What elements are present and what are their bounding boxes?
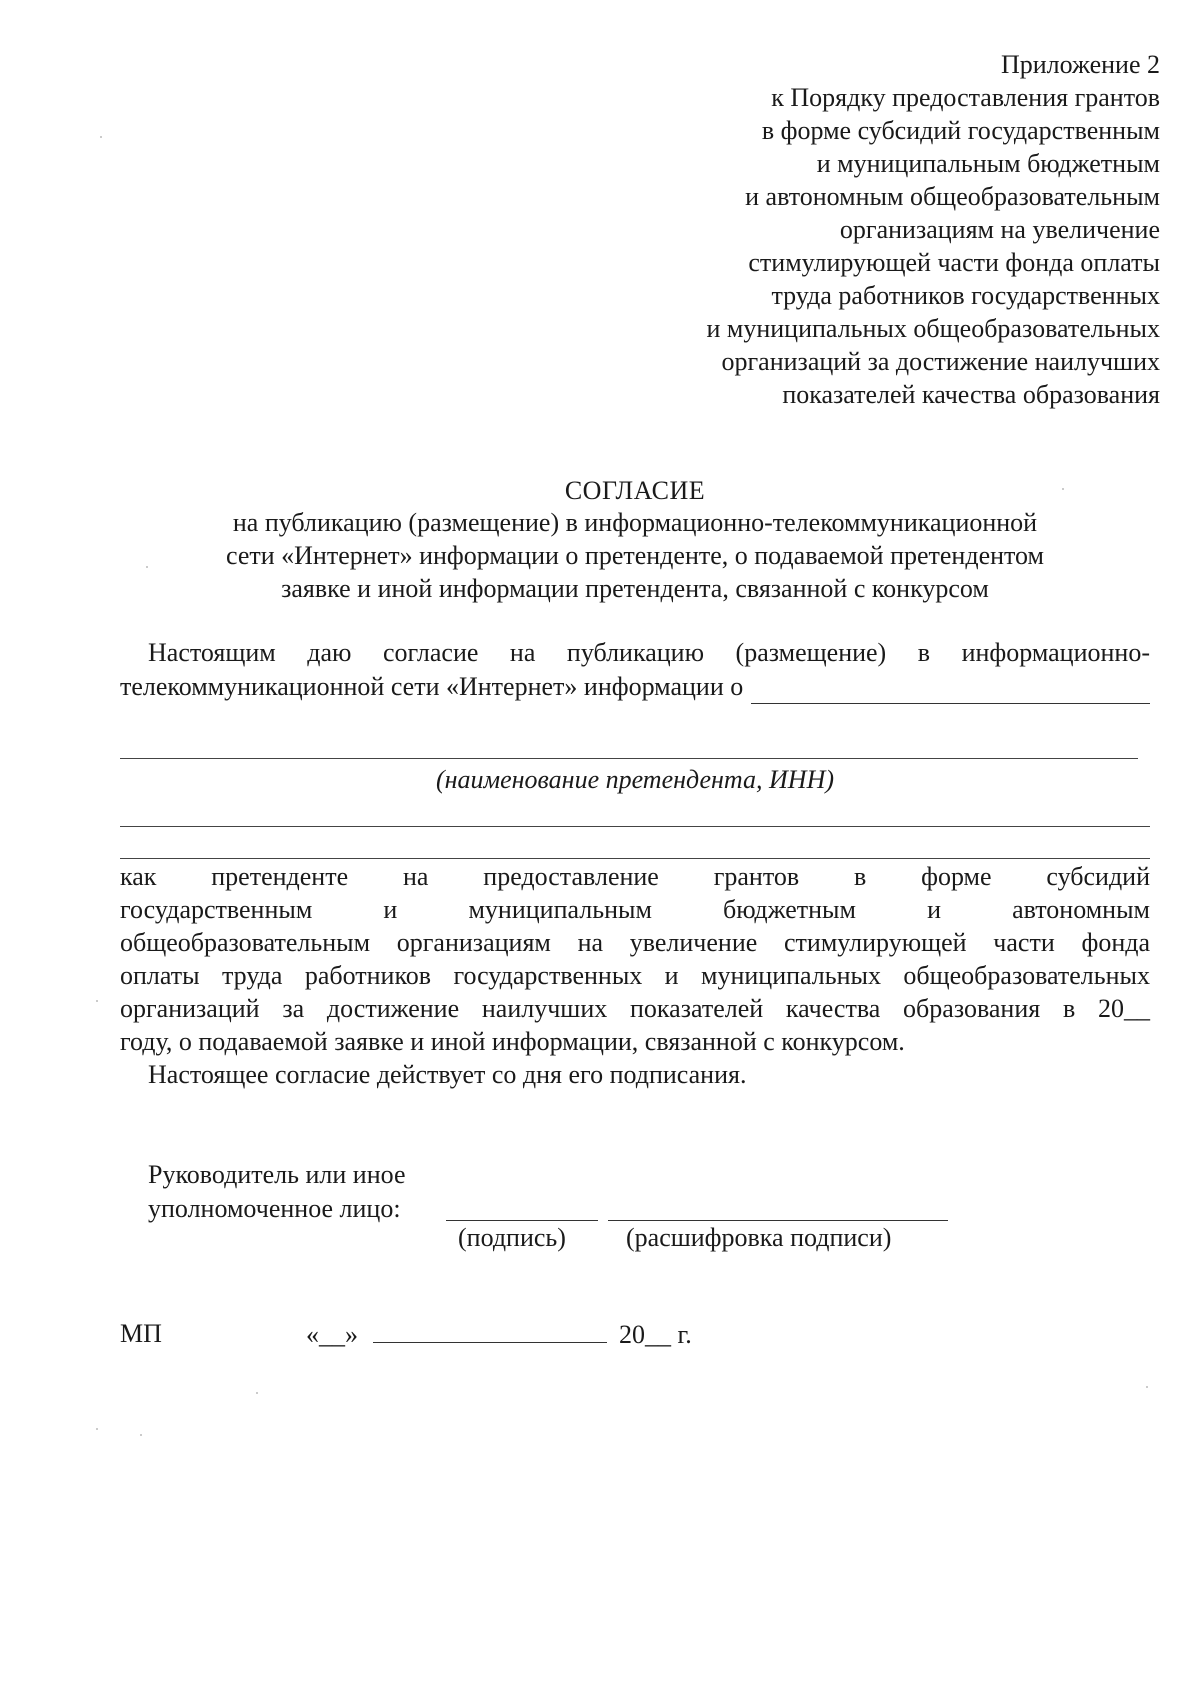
subtitle-line: сети «Интернет» информации о претенденте, о подаваемой претендентом [225, 541, 1045, 570]
blank-line[interactable] [120, 858, 1150, 859]
seal-placeholder: МП [120, 1319, 162, 1348]
signature-line[interactable] [446, 1220, 598, 1221]
consent-paragraph [120, 636, 1150, 704]
appendix-line: организациям на увеличение [839, 215, 1160, 244]
scan-speck [96, 1428, 98, 1430]
appendix-line: и автономным общеобразовательным [745, 182, 1160, 211]
scan-speck [100, 136, 102, 138]
applicant-paragraph [120, 860, 1150, 1091]
appendix-line: стимулирующей части фонда оплаты [748, 248, 1160, 277]
year-blank[interactable]: __ [645, 1320, 671, 1349]
paragraph-line: году, о подаваемой заявке и иной информации, связанной с конкурсом. [120, 1027, 905, 1056]
year-prefix: 20 [619, 1320, 645, 1349]
scan-speck [96, 1000, 98, 1002]
paragraph-line: Настоящим даю согласие на публикацию (размещение) в информационно- [148, 638, 1150, 667]
paragraph-line: как претенденте на предоставление грантов в форме субсидий [120, 862, 1150, 891]
appendix-line: труда работников государственных [771, 281, 1160, 310]
appendix-line: и муниципальным бюджетным [816, 149, 1160, 178]
scan-speck [256, 1392, 258, 1394]
applicant-info-blank[interactable] [751, 677, 1150, 704]
appendix-line: Приложение 2 [1000, 50, 1160, 79]
paragraph-line: государственным и муниципальным бюджетным и автономным [120, 895, 1150, 924]
subtitle-line: на публикацию (размещение) в информационно-телекоммуникационной [232, 508, 1038, 537]
date-month-blank[interactable] [373, 1318, 607, 1343]
paragraph-line: организаций за достижение наилучших показателей качества образования в 20__ [120, 994, 1150, 1023]
date-day-blank[interactable]: __ [319, 1320, 345, 1349]
appendix-line: организаций за достижение наилучших [721, 347, 1160, 376]
scan-speck [140, 1434, 142, 1436]
date-close-quote: » [345, 1320, 358, 1349]
paragraph-line: общеобразовательным организациям на увеличение стимулирующей части фонда [120, 928, 1150, 957]
applicant-caption: (наименование претендента, ИНН) [435, 765, 835, 794]
paragraph-line: оплаты труда работников государственных и муниципальных общеобразовательных [120, 961, 1150, 990]
signer-label-line: Руководитель или иное [148, 1160, 406, 1189]
date-open-quote: « [306, 1320, 319, 1349]
scan-speck [1062, 488, 1064, 490]
blank-line[interactable] [120, 826, 1150, 827]
decoding-caption: (расшифровка подписи) [626, 1223, 892, 1252]
signature-caption: (подпись) [458, 1223, 566, 1252]
appendix-line: к Порядку предоставления грантов [771, 83, 1160, 112]
subtitle-line: заявке и иной информации претендента, связанной с конкурсом [281, 574, 989, 603]
document-subtitle [120, 506, 1150, 605]
appendix-line: в форме субсидий государственным [761, 116, 1160, 145]
signer-block [148, 1158, 406, 1226]
signature-decoding-line[interactable] [608, 1220, 948, 1221]
paragraph-line: телекоммуникационной сети «Интернет» информации о [120, 672, 744, 701]
validity-statement: Настоящее согласие действует со дня его подписания. [148, 1060, 747, 1089]
appendix-line: показателей качества образования [782, 380, 1160, 409]
appendix-header [520, 48, 1160, 411]
paragraph-line-with-blank [120, 670, 1150, 704]
scan-speck [1146, 1386, 1148, 1388]
document-title: СОГЛАСИЕ [564, 476, 706, 505]
date-row [306, 1318, 692, 1351]
applicant-name-line[interactable] [120, 758, 1138, 759]
appendix-line: и муниципальных общеобразовательных [706, 314, 1160, 343]
signer-label-line: уполномоченное лицо: [148, 1194, 401, 1223]
scan-speck [146, 566, 148, 568]
year-suffix: г. [671, 1320, 692, 1349]
